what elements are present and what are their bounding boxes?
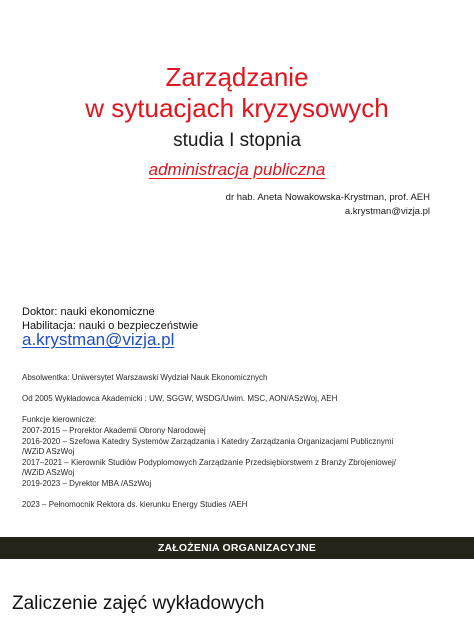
plenipotentiary-line: 2023 – Pełnomocnik Rektora ds. kierunku Energy Studies /AEH	[22, 500, 248, 510]
section-banner: ZAŁOŻENIA ORGANIZACYJNE	[0, 537, 474, 559]
function-item: 2017–2021 – Kierownik Studiów Podyplomowych Zarządzanie Przedsiębiorstwem z Branży Zbrojeniowej/	[22, 457, 396, 467]
course-title-line2: w sytuacjach kryzysowych	[85, 93, 389, 123]
doctor-degree: Doktor: nauki ekonomiczne	[22, 306, 155, 318]
lecturer-line: Od 2005 Wykładowca Akademicki : UW, SGGW, WSDG/Uwim. MSC, AON/ASzWoj, AEH	[22, 394, 338, 404]
section-heading: Zaliczenie zajęć wykładowych	[12, 593, 265, 614]
course-title-line1: Zarządzanie	[165, 62, 309, 92]
graduate-line: Absolwentka: Uniwersytet Warszawski Wydział Nauk Ekonomicznych	[22, 373, 268, 382]
author-email: a.krystman@vizja.pl	[344, 206, 430, 217]
email-link[interactable]: a.krystman@vizja.pl	[22, 330, 175, 349]
function-item: /WZiD ASzWoj	[22, 468, 75, 478]
function-item: /WZiD ASzWoj	[22, 447, 75, 457]
function-item: 2016-2020 – Szefowa Katedry Systemów Zarządzania i Katedry Zarządzania Organizacjami Publicznymi	[22, 436, 394, 446]
program-name: administracja publiczna	[148, 160, 326, 179]
habilitation-degree: Habilitacja: nauki o bezpieczeństwie	[22, 320, 199, 332]
study-level: studia I stopnia	[173, 130, 301, 151]
function-item: 2007-2015 – Prorektor Akademii Obrony Narodowej	[22, 425, 206, 435]
bio-block	[22, 373, 462, 511]
author-name: dr hab. Aneta Nowakowska-Krystman, prof. AEH	[225, 192, 430, 203]
functions-header: Funkcje kierownicze:	[22, 415, 97, 425]
function-item: 2019-2023 – Dyrektor MBA /ASzWoj	[22, 478, 152, 488]
author-block	[226, 191, 430, 219]
